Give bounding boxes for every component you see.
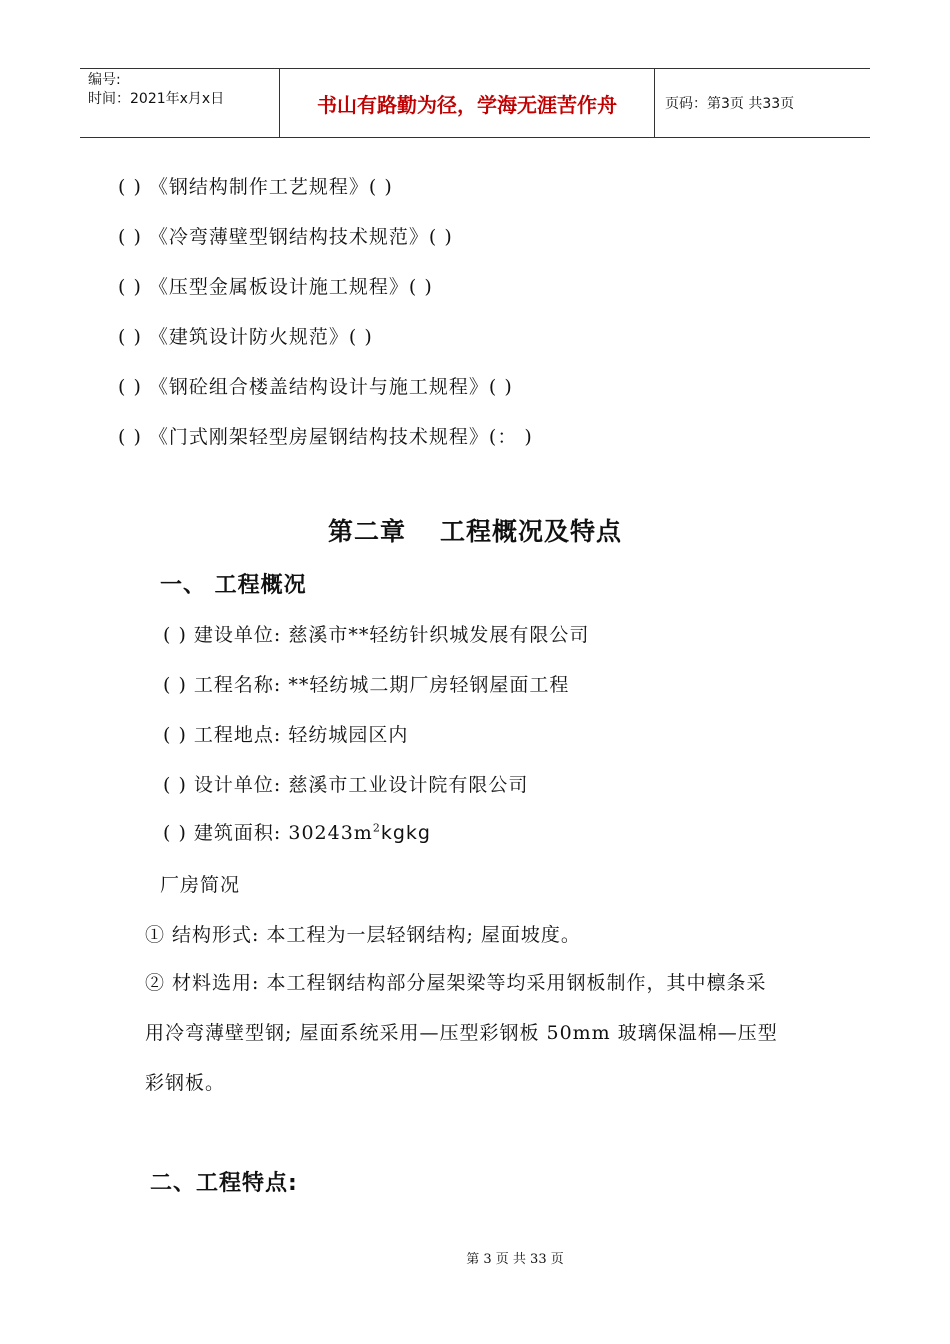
standard-item: ( ) 《钢砼组合楼盖结构设计与施工规程》( ) (118, 376, 513, 398)
chapter-number: 第二章 (327, 517, 406, 546)
building-area (163, 818, 431, 845)
page-header (80, 68, 870, 138)
number-label: 编号: (88, 72, 121, 88)
overview-item: ( ) 设计单位: 慈溪市工业设计院有限公司 (163, 774, 529, 796)
chapter-heading (0, 512, 950, 548)
material-line: 用冷弯薄壁型钢; 屋面系统采用—压型彩钢板 50mm 玻璃保温棉—压型 (145, 1022, 778, 1044)
standard-item: ( ) 《冷弯薄壁型钢结构技术规范》( ) (118, 226, 453, 248)
overview-item: ( ) 建设单位: 慈溪市**轻纺针织城发展有限公司 (163, 624, 590, 646)
chapter-title: 工程概况及特点 (440, 517, 623, 546)
section-features-title: 二、工程特点: (150, 1171, 298, 1196)
material-line: ② 材料选用: 本工程钢结构部分屋架梁等均采用钢板制作，其中檩条采 (145, 972, 767, 994)
area-value: 30243m (288, 822, 373, 844)
standard-item: ( ) 《建筑设计防火规范》( ) (118, 326, 373, 348)
header-motto: 书山有路勤为径，学海无涯苦作舟 (280, 69, 655, 137)
area-label: ( ) 建筑面积: (163, 822, 289, 844)
header-page-info: 页码：第3页 共33页 (665, 96, 795, 112)
material-line: 彩钢板。 (145, 1072, 226, 1094)
standard-item: ( ) 《门式刚架轻型房屋钢结构技术规程》(： ) (118, 426, 533, 448)
area-unit: kgkg (380, 822, 431, 844)
page-footer: 第 3 页 共 33 页 (466, 1252, 564, 1267)
header-left-cell (80, 69, 280, 137)
overview-item: ( ) 工程地点: 轻纺城园区内 (163, 724, 409, 746)
factory-title: 厂房简况 (160, 874, 241, 896)
standard-item: ( ) 《钢结构制作工艺规程》( ) (118, 176, 393, 198)
standard-item: ( ) 《压型金属板设计施工规程》( ) (118, 276, 433, 298)
structure-line: ① 结构形式: 本工程为一层轻钢结构; 屋面坡度。 (145, 924, 581, 946)
section-overview-title: 一、 工程概况 (160, 573, 307, 598)
overview-item: ( ) 工程名称: **轻纺城二期厂房轻钢屋面工程 (163, 674, 570, 696)
area-sup: 2 (372, 821, 381, 835)
time-label: 时间：2021年x月x日 (88, 91, 225, 107)
